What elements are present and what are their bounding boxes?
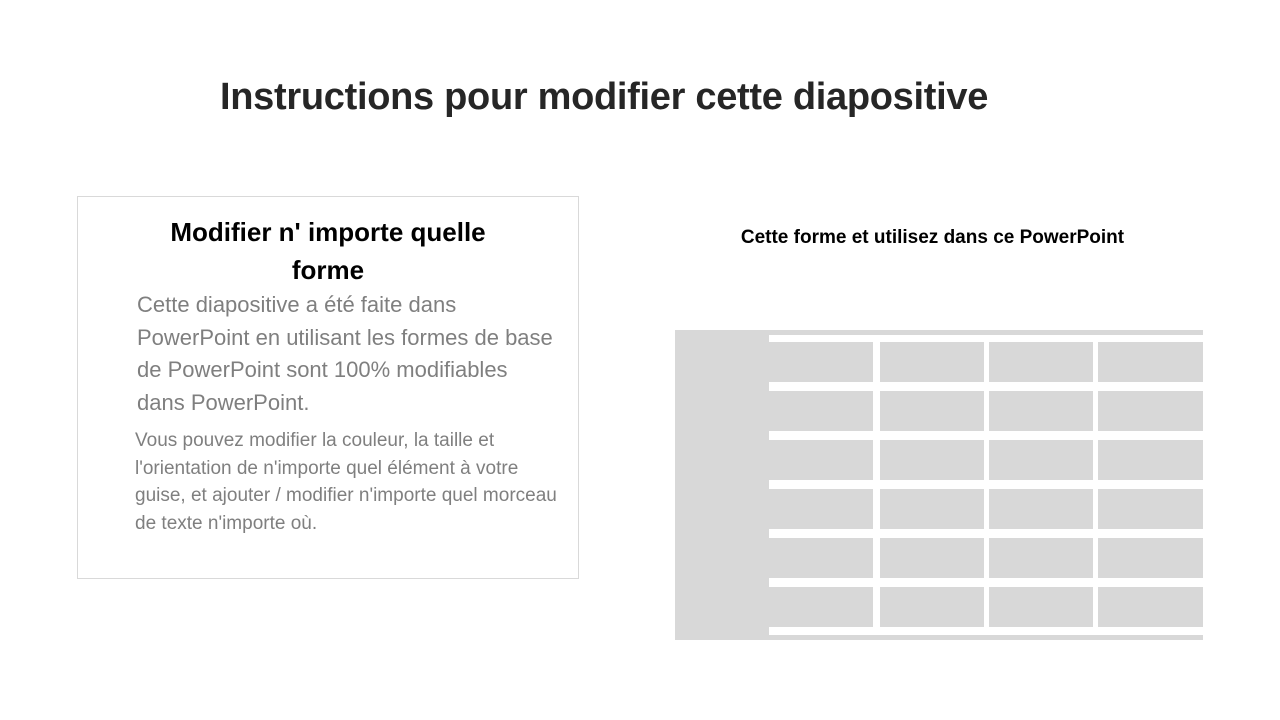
wall-brick [880,342,984,382]
info-box-paragraph-2[interactable]: Vous pouvez modifier la couleur, la taille et l'orientation de n'importe quel élément à votre guise, et ajouter / modifier n'importe quel morceau de texte n'importe où. [135,430,557,534]
wall-brick [1098,538,1203,578]
wall-brick [989,489,1093,529]
wall-brick [880,391,984,431]
wall-brick [769,440,873,480]
wall-brick [1098,440,1203,480]
wall-brick [769,391,873,431]
shape-caption[interactable]: Cette forme et utilisez dans ce PowerPoint [740,227,1125,248]
wall-brick [1098,342,1203,382]
wall-brick [989,538,1093,578]
wall-brick [880,538,984,578]
wall-brick [769,342,873,382]
wall-side-panel [675,330,769,640]
wall-brick [989,391,1093,431]
wall-brick [989,440,1093,480]
wall-brick [1098,587,1203,627]
wall-brick [769,587,873,627]
wall-brick [880,440,984,480]
wall-brick [880,489,984,529]
wall-brick [769,489,873,529]
wall-top-bar [769,330,1203,335]
info-text-box[interactable] [77,196,579,579]
wall-brick [880,587,984,627]
wall-brick [769,538,873,578]
wall-bottom-bar [675,635,1203,640]
wall-brick [1098,391,1203,431]
wall-brick [989,587,1093,627]
info-box-heading[interactable]: Modifier n' importe quelle forme [170,217,486,285]
wall-brick [1098,489,1203,529]
brick-wall-icon[interactable] [675,330,1203,640]
info-box-paragraph-1[interactable]: Cette diapositive a été faite dans PowerPoint en utilisant les formes de base de PowerPoint sont 100% modifiables dans PowerPoint. [137,292,553,415]
wall-brick [989,342,1093,382]
slide-title[interactable]: Instructions pour modifier cette diapositive [220,76,989,118]
